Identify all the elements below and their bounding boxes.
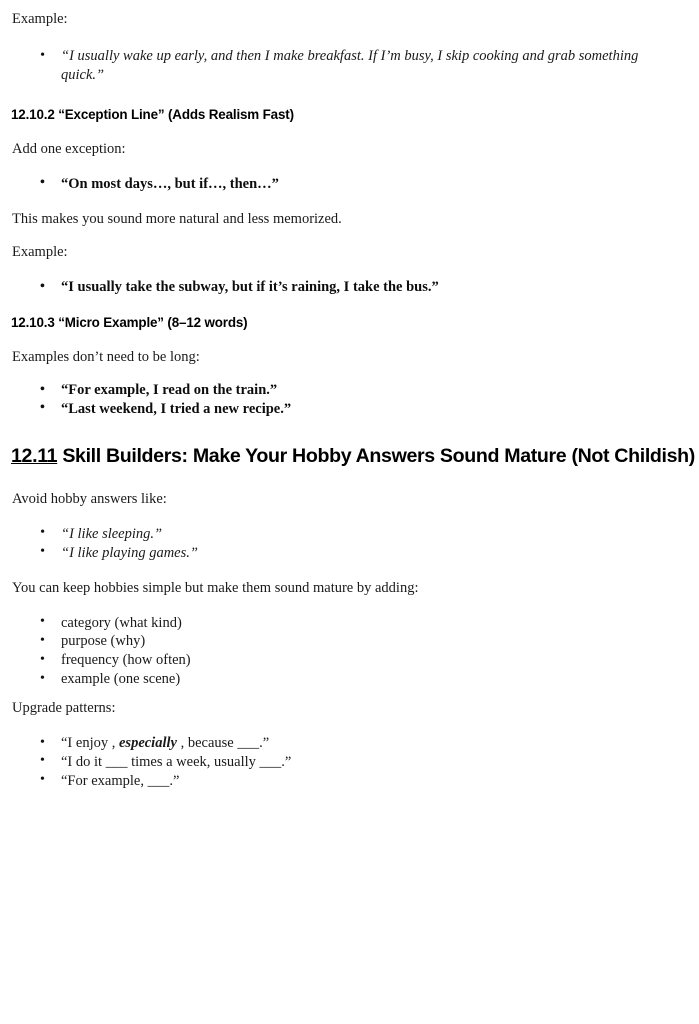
spacer bbox=[11, 159, 683, 175]
example-quote-list-2 bbox=[11, 278, 683, 297]
spacer bbox=[11, 468, 683, 490]
spacer bbox=[11, 85, 683, 107]
avoid-intro-text: Avoid hobby answers like: bbox=[12, 490, 167, 507]
heading-12-11-title: Skill Builders: Make Your Hobby Answers Sound Mature (Not Childish) bbox=[62, 444, 695, 467]
mature-factor-4: example (one scene) bbox=[61, 671, 181, 688]
upgrade-pattern-1-suffix: , because ___.” bbox=[176, 735, 270, 752]
avoid-example-1: “I like sleeping.” bbox=[61, 525, 163, 542]
exception-pattern-list bbox=[11, 175, 683, 194]
upgrade-label-text: Upgrade patterns: bbox=[12, 700, 116, 716]
add-one-exception-text: Add one exception: bbox=[12, 140, 126, 157]
upgrade-patterns-list bbox=[11, 734, 683, 791]
mature-factors-list bbox=[11, 614, 683, 689]
heading-12-11-number: 12.11 bbox=[11, 444, 58, 467]
list-item bbox=[11, 47, 683, 85]
example-label-2: Example: bbox=[12, 243, 68, 260]
list-item bbox=[11, 175, 683, 194]
list-item bbox=[11, 753, 683, 772]
heading-12-11 bbox=[11, 444, 695, 468]
spacer bbox=[11, 229, 683, 243]
spacer bbox=[11, 689, 683, 699]
list-item bbox=[11, 632, 683, 651]
spacer bbox=[11, 29, 683, 47]
list-item bbox=[11, 381, 683, 400]
mature-factor-3: frequency (how often) bbox=[61, 652, 191, 669]
mature-factor-2: purpose (why) bbox=[61, 633, 146, 650]
spacer bbox=[11, 509, 683, 525]
example-quote-list-1 bbox=[11, 47, 683, 85]
upgrade-pattern-2: “I do it ___ times a week, usually ___.” bbox=[61, 753, 292, 770]
list-item bbox=[11, 734, 683, 753]
upgrade-pattern-1-emphasis: especially bbox=[118, 735, 177, 752]
list-item bbox=[11, 278, 683, 297]
spacer bbox=[11, 367, 683, 381]
list-item bbox=[11, 651, 683, 670]
document-content bbox=[11, 10, 695, 791]
list-item bbox=[11, 400, 683, 419]
spacer bbox=[11, 419, 683, 445]
spacer bbox=[11, 194, 683, 210]
list-item bbox=[11, 670, 683, 689]
spacer bbox=[11, 718, 683, 734]
heading-12-10-3: 12.10.3 “Micro Example” (8–12 words) bbox=[11, 314, 248, 330]
spacer bbox=[11, 598, 683, 614]
spacer bbox=[11, 262, 683, 278]
heading-12-10-2: 12.10.2 “Exception Line” (Adds Realism Fast) bbox=[11, 106, 294, 122]
list-item bbox=[11, 772, 683, 791]
avoid-examples-list bbox=[11, 525, 683, 563]
micro-example-2: “Last weekend, I tried a new recipe.” bbox=[61, 400, 292, 417]
spacer bbox=[11, 297, 683, 315]
micro-examples-list bbox=[11, 381, 683, 419]
mature-factor-1: category (what kind) bbox=[61, 614, 182, 631]
upgrade-pattern-1-prefix: “I enjoy , bbox=[61, 735, 119, 752]
keep-simple-note-text: You can keep hobbies simple but make them sound mature by adding: bbox=[12, 579, 419, 596]
exception-pattern-text: “On most days…, but if…, then…” bbox=[61, 175, 279, 192]
spacer bbox=[11, 330, 683, 348]
examples-note-text: Examples don’t need to be long: bbox=[12, 348, 200, 365]
micro-example-1: “For example, I read on the train.” bbox=[61, 382, 278, 398]
upgrade-pattern-3: “For example, ___.” bbox=[61, 772, 180, 789]
list-item bbox=[11, 544, 683, 563]
example-quote-1-text: “I usually wake up early, and then I make breakfast. If I’m busy, I skip cooking and grab something quick.” bbox=[61, 48, 639, 83]
list-item bbox=[11, 614, 683, 633]
natural-note-text: This makes you sound more natural and less memorized. bbox=[12, 210, 342, 227]
spacer bbox=[11, 563, 683, 579]
example-quote-2-text: “I usually take the subway, but if it’s raining, I take the bus.” bbox=[61, 279, 439, 296]
avoid-example-2: “I like playing games.” bbox=[61, 544, 198, 561]
list-item bbox=[11, 525, 683, 544]
spacer bbox=[11, 122, 683, 140]
example-label-1: Example: bbox=[12, 11, 68, 27]
